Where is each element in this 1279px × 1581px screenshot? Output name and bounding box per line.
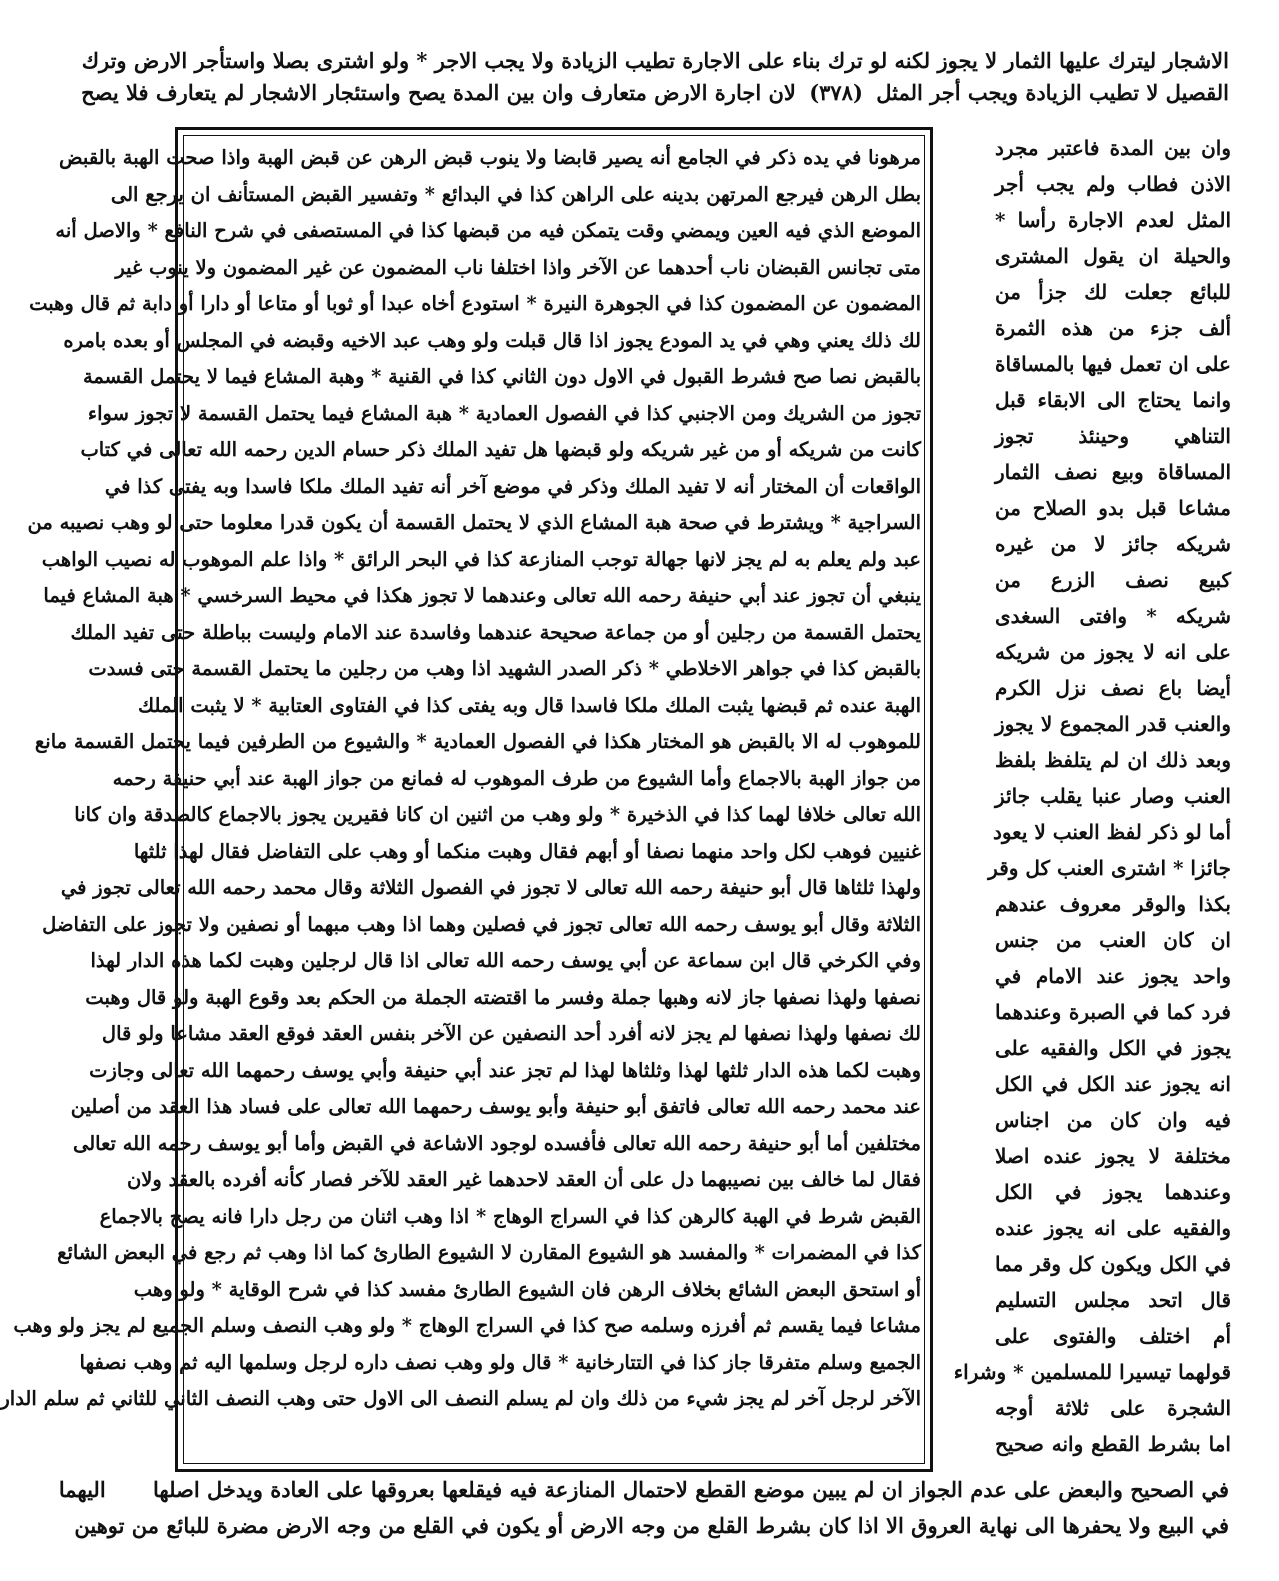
header-line-start: القصيل لا تطيب الزيادة ويجب أجر المثل — [876, 80, 1229, 105]
main-text-line: غنيين فوهب لكل واحد منهما نصفا أو أبهم فقال وهبت منكما أو وهب على التفاضل فقال لهذا ثلثها — [133, 839, 921, 863]
main-text-line: السراجية * ويشترط في صحة هبة المشاع الذي لا يحتمل القسمة أن يكون قدرا معلوما حتى لو وهب نصيبه من — [27, 511, 921, 534]
main-text-line: من جواز الهبة بالاجماع وأما الشيوع من طرف الموهوب له فمانع من جواز الهبة عند أبي حنيفة رحمه — [112, 766, 921, 790]
margin-commentary-line: وعندهما يجوز في الكل — [995, 1180, 1231, 1204]
margin-commentary-line: المثل لعدم الاجارة رأسا * — [995, 208, 1231, 232]
margin-commentary-line: مشاعا قبل بدو الصلاح من — [995, 496, 1231, 520]
main-text-line: للموهوب له الا بالقبض هو المختار هكذا في الفصول العمادية * والشيوع من الطرفين فيما يحتمل القسمة مانع — [34, 730, 921, 753]
main-text-line: ولهذا ثلثاها قال أبو حنيفة رحمه الله تعالى لا تجوز في الفصول الثلاثة وقال محمد رحمه الله تعالى تجوز في — [60, 876, 921, 899]
margin-commentary-line: وانما يحتاج الى الابقاء قبل — [995, 388, 1231, 412]
main-text-line: القبض شرط في الهبة كالرهن كذا في السراج الوهاج * اذا وهب اثنان من رجل دارا فانه يصح بالاجماع — [99, 1204, 921, 1228]
main-text-line: الموضع الذي فيه العين ويمضي وقت يتمكن فيه من قبضها كذا في المستصفى في شرح النافع * والاصل أنه — [55, 219, 921, 242]
margin-commentary-line: قولهما تيسيرا للمسلمين * وشراء — [953, 1360, 1231, 1384]
margin-commentary-line: مختلفة لا يجوز عنده اصلا — [995, 1144, 1231, 1168]
main-text-line: أو استحق البعض الشائع بخلاف الرهن فان الشيوع الطارئ مفسد كذا في شرح الوقاية * ولو وهب — [133, 1277, 921, 1301]
margin-commentary — [953, 132, 1231, 1467]
main-text-line: وفي الكرخي قال ابن سماعة عن أبي يوسف رحمه الله تعالى اذا قال لرجلين وهبت لكما هذه الدار لهذا — [90, 949, 921, 972]
margin-commentary-line: والفقيه على انه يجوز عنده — [995, 1216, 1231, 1240]
page-number: (٣٧٨) — [809, 80, 863, 105]
margin-commentary-line: في الكل ويكون كل وقر مما — [995, 1252, 1231, 1276]
margin-commentary-line: على انه لا يجوز من شريكه — [995, 640, 1231, 664]
margin-commentary-line: شريكه جائز لا من غيره — [995, 532, 1231, 556]
margin-commentary-line: التناهي وحينئذ تجوز — [995, 424, 1231, 448]
main-text-line: الهبة عنده ثم قبضها يثبت الملك ملكا فاسدا قال وبه يفتى كذا في الفتاوى العتابية * لا يثبت الملك — [138, 693, 921, 717]
margin-commentary-line: بكذا والوقر معروف عندهم — [995, 892, 1231, 916]
margin-commentary-line: العنب وصار عنبا يقلب جائز — [995, 784, 1231, 808]
margin-commentary-line: أم اختلف والفتوى على — [995, 1324, 1231, 1348]
margin-commentary-line: شريكه * وافتى السغدى — [995, 604, 1231, 628]
main-text-line: مختلفين أما أبو حنيفة رحمه الله تعالى فأفسده لوجود الاشاعة في القبض وأما أبو يوسف رحمه الله تعالى — [72, 1131, 921, 1155]
header-line — [81, 78, 1229, 108]
footer-right-word: اليهما — [58, 1477, 106, 1502]
main-text-line: لك ذلك يعني وهي في يد المودع يجوز اذا قال قبلت ولو وهب عبد الاخيه وقبضه في المجلس أو بعده بامره — [63, 328, 921, 352]
main-text-line: الثلاثة وقال أبو يوسف رحمه الله تعالى تجوز في فصلين وهما اذا وهب مبهما أو نصفين ولا تجوز على التفاضل — [42, 912, 921, 936]
margin-commentary-line: للبائع جعلت لك جزأ من — [995, 280, 1231, 304]
margin-commentary-line: واحد يجوز عند الامام في — [995, 964, 1231, 988]
main-text-line: بطل الرهن فيرجع المرتهن بدينه على الراهن كذا في البدائع * وتفسير القبض المستأنف ان يرجع الى — [110, 182, 921, 206]
margin-commentary-line: على ان تعمل فيها بالمساقاة — [995, 352, 1231, 376]
main-text-line: بالقبض نصا صح فشرط القبول في الاول دون الثاني كذا في القنية * وهبة المشاع فيما لا يحتمل القسمة — [82, 365, 921, 388]
header-line: الاشجار ليترك عليها الثمار لا يجوز لكنه لو ترك بناء على الاجارة تطيب الزيادة ولا يجب الاجر * ولو اشترى بصلا واستأجر الارض وترك — [81, 48, 1229, 73]
main-text-line: عند محمد رحمه الله تعالى فاتفق أبو حنيفة وأبو يوسف رحمهما الله تعالى على فساد هذا العقد من أصلين — [70, 1095, 921, 1118]
margin-commentary-line: انه يجوز عند الكل في الكل — [995, 1072, 1231, 1096]
main-text-line: المضمون عن المضمون كذا في الجوهرة النيرة * استودع أخاه عبدا أو ثوبا أو متاعا أو دارا أو دابة ثم قال وهبت — [29, 292, 921, 315]
margin-commentary-line: اما بشرط القطع وانه صحيح — [995, 1432, 1231, 1456]
margin-commentary-line: جائزا * اشترى العنب كل وقر — [988, 856, 1231, 880]
main-text-line: بالقبض كذا في جواهر الاخلاطي * ذكر الصدر الشهيد اذا وهب من رجلين ما يحتمل القسمة حتى فسدت — [88, 657, 921, 680]
margin-commentary-line: ان كان العنب من جنس — [995, 928, 1231, 952]
main-text-line: وهبت لكما هذه الدار ثلثها لهذا وثلثاها لهذا لم تجز عند أبي حنيفة وأبي يوسف رحمهما الله تعالى وجازت — [89, 1058, 921, 1082]
margin-commentary-line: فيه وان كان من اجناس — [995, 1108, 1231, 1132]
main-text-line: الآخر لرجل آخر لم يجز شيء من ذلك وان لم يسلم النصف الى الاول حتى وهب النصف الثاني للثاني ثم سلم الدار — [0, 1387, 921, 1410]
main-text-line: ينبغي أن تجوز عند أبي حنيفة رحمه الله تعالى وعندهما لا تجوز هكذا في محيط السرخسي * هبة المشاع فيما — [43, 584, 921, 607]
margin-commentary-line: قال اتحد مجلس التسليم — [995, 1288, 1231, 1312]
footer-line — [58, 1475, 1229, 1505]
footer-line: في البيع ولا يحفرها الى نهاية العروق الا اذا كان بشرط القلع من وجه الارض أو يكون في القلع من وجه الارض مضرة للبائع من توهين — [74, 1513, 1229, 1538]
header-line-end: لان اجارة الارض متعارف وان بين المدة يصح واستئجار الاشجار لم يتعارف فلا يصح — [81, 80, 796, 105]
main-text-line: لك نصفها ولهذا نصفها لم يجز لانه أفرد أحد النصفين عن الآخر بنفس العقد فوقع العقد مشاعا ولو قال — [101, 1022, 921, 1045]
main-text-line: يحتمل القسمة من رجلين أو من جماعة صحيحة عندهما وفاسدة عند الامام وليست بباطلة حتى تفيد الملك — [70, 620, 921, 644]
margin-commentary-line: الشجرة على ثلاثة أوجه — [995, 1396, 1231, 1420]
main-text-line: فقال لما خالف بين نصيبهما دل على أن العقد لاحدهما غير العقد للآخر فصار كأنه أفرده بالعقد ولان — [126, 1168, 921, 1191]
margin-commentary-line: والحيلة ان يقول المشترى — [995, 244, 1231, 268]
margin-commentary-line: والعنب قدر المجموع لا يجوز — [995, 712, 1231, 736]
main-text-line: الواقعات أن المختار أنه لا تفيد الملك وذكر في موضع آخر أنه تفيد الملك ملكا فاسدا وبه يفتى كذا في — [104, 474, 921, 498]
margin-commentary-line: كبيع نصف الزرع من — [995, 568, 1231, 592]
main-text-line: تجوز من الشريك ومن الاجنبي كذا في الفصول العمادية * هبة المشاع فيما يحتمل القسمة لا تجوز سواء — [87, 401, 921, 425]
main-text-line: مشاعا فيما يقسم ثم أفرزه وسلمه صح كذا في السراج الوهاج * ولو وهب النصف وسلم الجميع لم يجز ولو وهب — [13, 1314, 921, 1337]
main-text-line: نصفها ولهذا نصفها جاز لانه وهبها جملة وفسر ما اقتضته الجملة من الحكم بعد وقوع الهبة ولو قال وهبت — [85, 985, 921, 1009]
margin-commentary-line: وبعد ذلك ان لم يتلفظ بلفظ — [995, 748, 1231, 772]
footer-line-text: في الصحيح والبعض على عدم الجواز ان لم يبين موضع القطع لاحتمال المنازعة فيه فيقلعها بعروقها على العادة ويدخل اصلها — [152, 1477, 1229, 1502]
margin-commentary-line: أيضا باع نصف نزل الكرم — [995, 676, 1231, 700]
margin-commentary-line: الاذن فطاب ولم يجب أجر — [995, 172, 1231, 196]
margin-commentary-line: وان بين المدة فاعتبر مجرد — [995, 136, 1231, 160]
margin-commentary-line: يجوز في الكل والفقيه على — [995, 1036, 1231, 1060]
main-text-line: متى تجانس القبضان ناب أحدهما عن الآخر واذا اختلفا ناب المضمون عن غير المضمون ولا ينوب غير — [115, 255, 921, 279]
main-text-line: الجميع وسلم متفرقا جاز كذا في التتارخانية * قال ولو وهب نصف داره لرجل وسلمها اليه ثم وهب نصفها — [79, 1350, 921, 1374]
margin-commentary-line: أما لو ذكر لفظ العنب لا يعود — [992, 820, 1231, 844]
main-text-line: كذا في المضمرات * والمفسد هو الشيوع المقارن لا الشيوع الطارئ كما اذا وهب ثم رجع في البعض الشائع — [57, 1241, 921, 1264]
margin-commentary-line: المساقاة وبيع نصف الثمار — [995, 460, 1231, 484]
main-text-line: كانت من شريكه أو من غير شريكه ولو قبضها هل تفيد الملك ذكر حسام الدين رحمه الله تعالى في كتاب — [80, 438, 921, 461]
margin-commentary-line: فرد كما في الصبرة وعندهما — [995, 1000, 1231, 1024]
main-text-line: عبد ولم يعلم به لم يجز لانها جهالة توجب المنازعة كذا في البحر الرائق * واذا علم الموهوب له نصيب الواهب — [41, 547, 921, 571]
main-text-line: الله تعالى خلافا لهما كذا في الذخيرة * ولو وهب من اثنين ان كانا فقيرين يجوز بالاجماع كالصدقة وان كانا — [74, 803, 921, 826]
main-text-line: مرهونا في يده ذكر في الجامع أنه يصير قابضا ولا ينوب قبض الرهن عن قبض الهبة واذا صحت الهبة بالقبض — [59, 146, 921, 169]
margin-commentary-line: ألف جزء من هذه الثمرة — [995, 316, 1231, 340]
